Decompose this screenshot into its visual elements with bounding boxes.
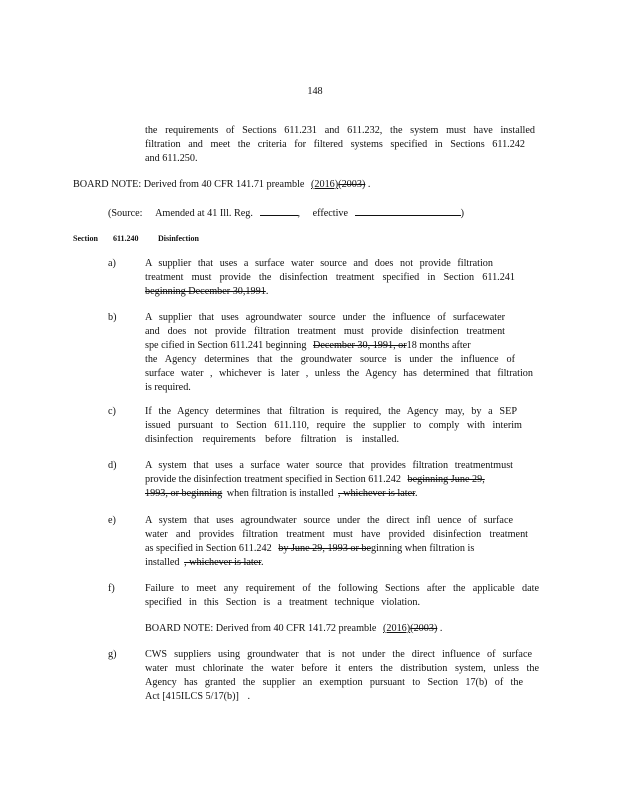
item-line: specified in this Section is a treatment technique violation. (145, 597, 420, 608)
struck-text: , whichever is later (184, 557, 262, 568)
item-label: a) (108, 258, 116, 269)
item-line: issued pursuant to Section 611.110, require the supplier to comply with interim (145, 420, 522, 431)
section-title: Disinfection (158, 234, 199, 243)
board-note-text: BOARD NOTE: Derived from 40 CFR 141.71 preamble (73, 179, 305, 190)
page-number: 148 (307, 86, 323, 97)
item-label: c) (108, 406, 116, 417)
item-line-end: . (414, 488, 418, 499)
item-line-end: . (247, 691, 251, 702)
item-line: A system that uses a surface water source that provides filtration treatmentmust (145, 460, 513, 471)
item-line-end: . (261, 557, 264, 568)
item-text: spe cified in Section 611.241 beginning (145, 340, 307, 351)
item-line (145, 542, 474, 556)
board-note-old-year: (2003) (410, 623, 438, 634)
item-line-end: . (265, 286, 269, 297)
item-label: g) (108, 649, 117, 660)
struck-text: December 30, 1991, or (313, 340, 407, 351)
source-blank-reg (260, 205, 298, 216)
item-line: and does not provide filtration treatment must provide disinfection treatment (145, 326, 505, 337)
item-line: disinfection requirements before filtration is installed. (145, 434, 399, 445)
item-text: ginning when filtration is (371, 543, 475, 554)
item-label: f) (108, 583, 115, 594)
intro-line: and 611.250. (145, 153, 198, 164)
item-line: water must chlorinate the water before it enters the distribution system, unless the (145, 663, 539, 674)
section-number: 611.240 (113, 234, 139, 243)
board-note-old-year: (2003) (338, 179, 366, 190)
item-line: CWS suppliers using groundwater that is not under the direct influence of surface (145, 649, 532, 660)
source-close: ) (460, 208, 464, 219)
board-note (145, 622, 442, 636)
item-line: A supplier that uses a surface water source and does not provide filtration (145, 258, 493, 269)
item-line: is required. (145, 382, 191, 393)
item-line: the Agency determines that the groundwater source is under the influence of (145, 354, 515, 365)
item-label: e) (108, 515, 116, 526)
item-text: provide the disinfection treatment specified in Section 611.242 (145, 474, 401, 485)
item-line: Failure to meet any requirement of the following Sections after the applicable date (145, 583, 539, 594)
board-note-new-year: (2016) (383, 623, 411, 634)
item-label: d) (108, 460, 117, 471)
source-text: Amended at 41 Ill. Reg. (155, 208, 253, 219)
intro-line: filtration and meet the criteria for filtered systems specified in Sections 611.242 (145, 139, 525, 150)
item-line: water and provides filtration treatment must have provided disinfection treatment (145, 529, 528, 540)
struck-text: 1993, or beginning (145, 488, 223, 499)
item-line (145, 690, 250, 704)
section-label: Section (73, 234, 98, 243)
item-line: A system that uses agroundwater source under the direct infl uence of surface (145, 515, 513, 526)
struck-text: beginning June 29, (407, 474, 485, 485)
source-blank-effective (355, 205, 461, 216)
item-line (145, 487, 418, 501)
source-open: (Source: (108, 208, 143, 219)
item-text: as specified in Section 611.242 (145, 543, 272, 554)
source-comma: , (297, 208, 301, 219)
struck-text: , whichever is later (338, 488, 415, 499)
item-line (145, 339, 471, 353)
intro-line: the requirements of Sections 611.231 and 611.232, the system must have installed (145, 125, 535, 136)
item-line: A supplier that uses agroundwater source under the influence of surfacewater (145, 312, 505, 323)
board-note-text: BOARD NOTE: Derived from 40 CFR 141.72 preamble (145, 623, 377, 634)
item-text: 18 months after (406, 340, 471, 351)
struck-text: beginning December 30,1991 (145, 286, 266, 297)
item-text: Act [415ILCS 5/17(b)] (145, 691, 239, 702)
item-line (145, 285, 268, 299)
item-line: treatment must provide the disinfection treatment specified in Section 611.241 (145, 272, 515, 283)
struck-text: by June 29, 1993 or be (278, 543, 372, 554)
board-note-new-year: (2016) (311, 179, 339, 190)
board-note-end: . (367, 179, 371, 190)
item-line: Agency has granted the supplier an exemption pursuant to Section 17(b) of the (145, 677, 523, 688)
item-text: when filtration is installed (226, 488, 334, 499)
item-line: surface water , whichever is later , unless the Agency has determined that filtration (145, 368, 533, 379)
item-line: If the Agency determines that filtration is required, the Agency may, by a SEP (145, 406, 517, 417)
board-note (73, 178, 370, 192)
source-effective: effective (312, 208, 349, 219)
item-line (145, 473, 485, 487)
board-note-end: . (439, 623, 443, 634)
item-text: installed (145, 557, 180, 568)
item-label: b) (108, 312, 117, 323)
source-line (108, 205, 464, 221)
item-line (145, 556, 264, 570)
